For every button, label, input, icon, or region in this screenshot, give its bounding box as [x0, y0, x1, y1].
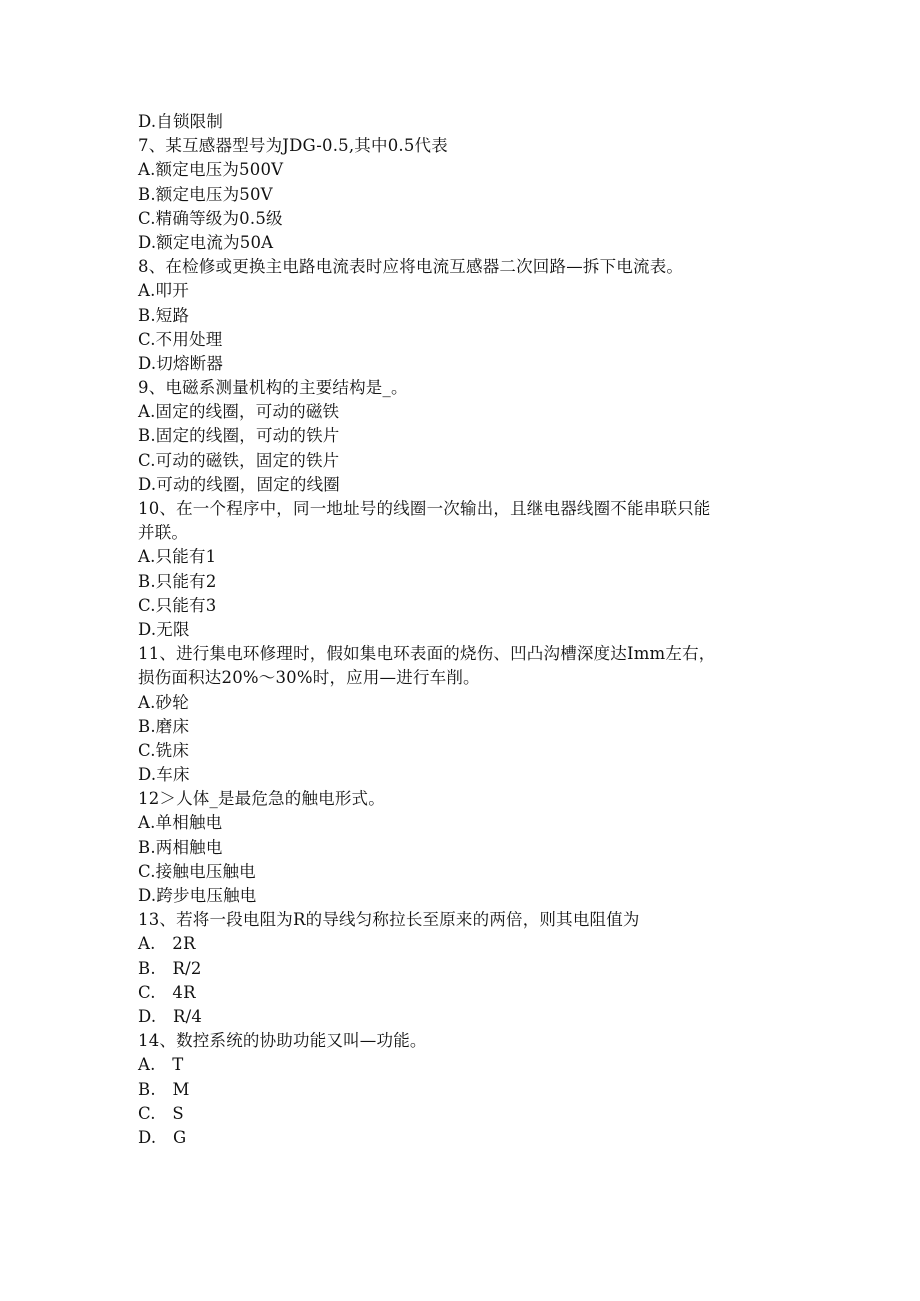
option-line: D. R/4 — [138, 1006, 203, 1026]
question-line: 10、在一个程序中，同一地址号的线圈一次输出，且继电器线圈不能串联只能 — [138, 499, 711, 518]
option-line: B. R/2 — [138, 958, 202, 978]
option-line: B.磨床 — [138, 716, 190, 736]
option-line: A.额定电压为500V — [138, 160, 284, 180]
option-line: D.车床 — [138, 765, 190, 785]
question-line-continued: 损伤面积达20%～30%时，应用—进行车削。 — [138, 668, 480, 688]
option-line: B.固定的线圈，可动的铁片 — [138, 426, 340, 446]
option-line: C.精确等级为0.5级 — [138, 208, 283, 228]
question-line: 13、若将一段电阻为R的导线匀称拉长至原来的两倍，则其电阻值为 — [138, 910, 640, 930]
option-line: D.自锁限制 — [138, 112, 224, 131]
option-line: D.额定电流为50A — [138, 232, 274, 252]
option-line: A.单相触电 — [138, 813, 223, 833]
question-line: 7、某互感器型号为JDG-0.5,其中0.5代表 — [138, 136, 448, 156]
option-line: C.铣床 — [138, 740, 190, 760]
question-line: 11、进行集电环修理时，假如集电环表面的烧伤、凹凸沟槽深度达Imm左右， — [138, 644, 716, 664]
option-line: C. S — [138, 1103, 184, 1123]
option-line: A. 2R — [138, 934, 196, 954]
question-line-continued: 并联。 — [138, 523, 189, 543]
option-line: C.可动的磁铁，固定的铁片 — [138, 450, 340, 470]
option-line: A.砂轮 — [138, 692, 189, 712]
option-line: B.只能有2 — [138, 571, 217, 591]
option-line: D.无限 — [138, 619, 190, 639]
option-line: C.接触电压触电 — [138, 861, 256, 881]
option-line: B.短路 — [138, 305, 190, 325]
question-line: 9、电磁系测量机构的主要结构是_。 — [138, 378, 408, 398]
option-line: B. M — [138, 1079, 190, 1099]
option-line: D.可动的线圈，固定的线圈 — [138, 474, 340, 494]
option-line: D. G — [138, 1127, 187, 1147]
option-line: A. T — [138, 1055, 184, 1075]
option-line: C. 4R — [138, 982, 196, 1002]
option-line: D.切熔断器 — [138, 353, 224, 373]
question-line: 14、数控系统的协助功能又叫—功能。 — [138, 1031, 427, 1051]
option-line: D.跨步电压触电 — [138, 886, 257, 905]
option-line: C.只能有3 — [138, 595, 217, 615]
question-line: 8、在检修或更换主电路电流表时应将电流互感器二次回路—拆下电流表。 — [138, 257, 684, 277]
option-line: A.叩开 — [138, 281, 189, 301]
option-line: B.两相触电 — [138, 837, 223, 857]
option-line: C.不用处理 — [138, 329, 223, 349]
document-page — [138, 110, 788, 1150]
question-line: 12＞人体_是最危急的触电形式。 — [138, 789, 385, 809]
option-line: B.额定电压为50V — [138, 184, 273, 204]
option-line: A.只能有1 — [138, 547, 217, 567]
option-line: A.固定的线圈，可动的磁铁 — [138, 402, 340, 422]
